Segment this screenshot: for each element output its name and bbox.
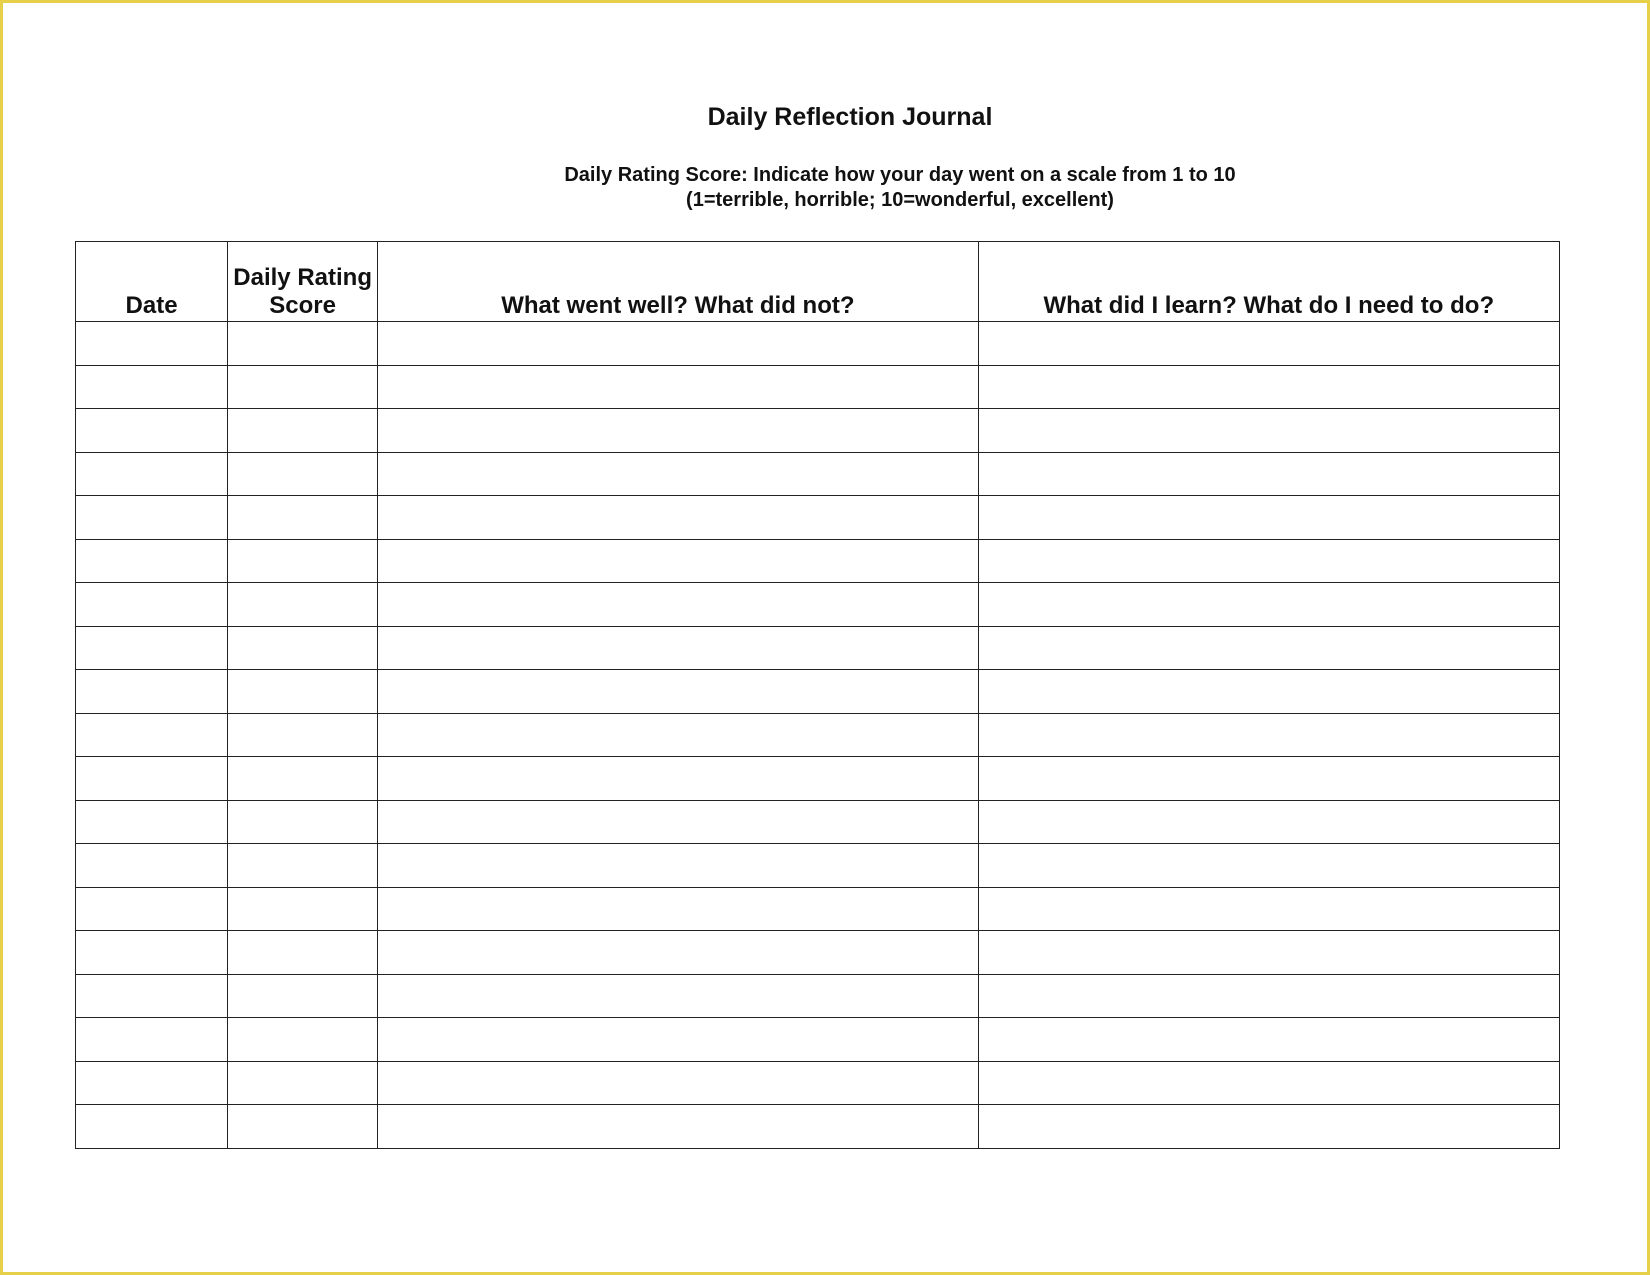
rating-score-cell[interactable] — [228, 800, 378, 844]
table-row — [76, 583, 1560, 627]
rating-score-cell[interactable] — [228, 974, 378, 1018]
learned-cell[interactable] — [978, 974, 1559, 1018]
date-cell[interactable] — [76, 1018, 228, 1062]
learned-cell[interactable] — [978, 713, 1559, 757]
learned-cell[interactable] — [978, 409, 1559, 453]
went-well-cell[interactable] — [378, 1105, 978, 1149]
table-row — [76, 757, 1560, 801]
rating-score-cell[interactable] — [228, 409, 378, 453]
journal-body — [76, 322, 1560, 1149]
table-row — [76, 539, 1560, 583]
date-cell[interactable] — [76, 626, 228, 670]
went-well-cell[interactable] — [378, 409, 978, 453]
date-cell[interactable] — [76, 1105, 228, 1149]
header-row — [76, 242, 1560, 322]
table-row — [76, 800, 1560, 844]
table-row — [76, 626, 1560, 670]
went-well-cell[interactable] — [378, 887, 978, 931]
header-what-went-well: What went well? What did not? — [378, 242, 978, 322]
table-row — [76, 713, 1560, 757]
rating-score-cell[interactable] — [228, 670, 378, 714]
rating-score-cell[interactable] — [228, 583, 378, 627]
went-well-cell[interactable] — [378, 844, 978, 888]
went-well-cell[interactable] — [378, 452, 978, 496]
date-cell[interactable] — [76, 452, 228, 496]
subtitle-line-1: Daily Rating Score: Indicate how your day went on a scale from 1 to 10 — [564, 164, 1236, 186]
learned-cell[interactable] — [978, 583, 1559, 627]
learned-cell[interactable] — [978, 931, 1559, 975]
header-what-did-i-learn: What did I learn? What do I need to do? — [978, 242, 1559, 322]
learned-cell[interactable] — [978, 844, 1559, 888]
date-cell[interactable] — [76, 974, 228, 1018]
table-row — [76, 1018, 1560, 1062]
went-well-cell[interactable] — [378, 1061, 978, 1105]
learned-cell[interactable] — [978, 800, 1559, 844]
learned-cell[interactable] — [978, 626, 1559, 670]
page-title: Daily Reflection Journal — [707, 103, 993, 131]
rating-score-cell[interactable] — [228, 452, 378, 496]
went-well-cell[interactable] — [378, 1018, 978, 1062]
subtitle-line-2: (1=terrible, horrible; 10=wonderful, excellent) — [686, 189, 1114, 211]
date-cell[interactable] — [76, 670, 228, 714]
went-well-cell[interactable] — [378, 670, 978, 714]
date-cell[interactable] — [76, 713, 228, 757]
date-cell[interactable] — [76, 887, 228, 931]
went-well-cell[interactable] — [378, 365, 978, 409]
header-date: Date — [76, 242, 228, 322]
date-cell[interactable] — [76, 1061, 228, 1105]
date-cell[interactable] — [76, 365, 228, 409]
date-cell[interactable] — [76, 496, 228, 540]
table-row — [76, 322, 1560, 366]
rating-score-cell[interactable] — [228, 539, 378, 583]
date-cell[interactable] — [76, 322, 228, 366]
learned-cell[interactable] — [978, 1105, 1559, 1149]
table-row — [76, 409, 1560, 453]
rating-score-cell[interactable] — [228, 1018, 378, 1062]
learned-cell[interactable] — [978, 757, 1559, 801]
went-well-cell[interactable] — [378, 322, 978, 366]
went-well-cell[interactable] — [378, 496, 978, 540]
learned-cell[interactable] — [978, 1018, 1559, 1062]
date-cell[interactable] — [76, 539, 228, 583]
date-cell[interactable] — [76, 931, 228, 975]
table-row — [76, 1105, 1560, 1149]
rating-score-cell[interactable] — [228, 626, 378, 670]
learned-cell[interactable] — [978, 539, 1559, 583]
learned-cell[interactable] — [978, 670, 1559, 714]
date-cell[interactable] — [76, 409, 228, 453]
rating-score-cell[interactable] — [228, 1105, 378, 1149]
table-row — [76, 844, 1560, 888]
rating-score-cell[interactable] — [228, 1061, 378, 1105]
learned-cell[interactable] — [978, 365, 1559, 409]
table-row — [76, 931, 1560, 975]
date-cell[interactable] — [76, 844, 228, 888]
went-well-cell[interactable] — [378, 757, 978, 801]
went-well-cell[interactable] — [378, 626, 978, 670]
rating-score-cell[interactable] — [228, 887, 378, 931]
page-subtitle — [3, 163, 1647, 213]
learned-cell[interactable] — [978, 322, 1559, 366]
learned-cell[interactable] — [978, 887, 1559, 931]
table-row — [76, 887, 1560, 931]
header-score-line-1: Daily Rating — [233, 264, 372, 291]
header-score-line-2: Score — [269, 292, 336, 319]
learned-cell[interactable] — [978, 496, 1559, 540]
rating-score-cell[interactable] — [228, 713, 378, 757]
went-well-cell[interactable] — [378, 800, 978, 844]
went-well-cell[interactable] — [378, 974, 978, 1018]
learned-cell[interactable] — [978, 1061, 1559, 1105]
table-row — [76, 670, 1560, 714]
table-row — [76, 974, 1560, 1018]
journal-table — [75, 241, 1560, 1149]
table-row — [76, 1061, 1560, 1105]
table-row — [76, 452, 1560, 496]
date-cell[interactable] — [76, 800, 228, 844]
rating-score-cell[interactable] — [228, 931, 378, 975]
went-well-cell[interactable] — [378, 539, 978, 583]
table-row — [76, 496, 1560, 540]
went-well-cell[interactable] — [378, 931, 978, 975]
table-row — [76, 365, 1560, 409]
header-daily-rating-score — [228, 242, 378, 322]
date-cell[interactable] — [76, 757, 228, 801]
rating-score-cell[interactable] — [228, 365, 378, 409]
rating-score-cell[interactable] — [228, 844, 378, 888]
learned-cell[interactable] — [978, 452, 1559, 496]
rating-score-cell[interactable] — [228, 322, 378, 366]
went-well-cell[interactable] — [378, 583, 978, 627]
rating-score-cell[interactable] — [228, 496, 378, 540]
date-cell[interactable] — [76, 583, 228, 627]
rating-score-cell[interactable] — [228, 757, 378, 801]
went-well-cell[interactable] — [378, 713, 978, 757]
